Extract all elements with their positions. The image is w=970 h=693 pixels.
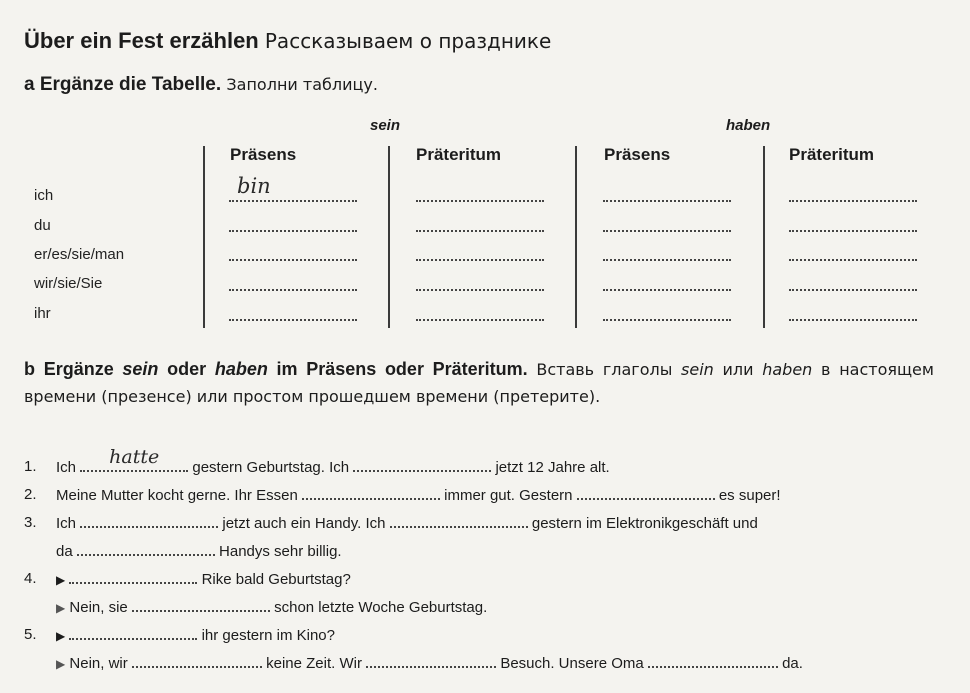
- answer-blank[interactable]: [603, 259, 731, 261]
- column-header-haben-praesens: Präsens: [604, 145, 671, 164]
- exercise-line: [56, 542, 342, 560]
- answer-blank[interactable]: [132, 654, 262, 668]
- section-b-letter: b: [24, 359, 35, 379]
- section-b-instruction-ru: Вставь глаголы: [536, 360, 673, 379]
- answer-blank[interactable]: [390, 514, 528, 528]
- column-header-sein-praesens: Präsens: [230, 145, 297, 164]
- answer-blank[interactable]: [229, 230, 357, 232]
- section-b-instruction-part: im Präsens oder Präteritum.: [276, 359, 528, 379]
- answer-blank[interactable]: [302, 486, 440, 500]
- handwritten-answer-hatte: hatte: [109, 446, 160, 468]
- section-b-instruction-ru: sein: [681, 360, 714, 379]
- answer-blank[interactable]: [416, 289, 544, 291]
- answer-blank[interactable]: [229, 259, 357, 261]
- column-header-sein-praeteritum: Präteritum: [416, 145, 502, 164]
- pronoun-wir-sie-Sie: wir/sie/Sie: [34, 275, 103, 292]
- exercise-text: Ich: [56, 459, 77, 476]
- handwritten-answer-bin: bin: [237, 174, 271, 198]
- exercise-text: jetzt 12 Jahre alt.: [495, 459, 610, 476]
- section-b-instruction-ru: haben: [762, 360, 813, 379]
- answer-blank[interactable]: [577, 486, 715, 500]
- exercise-text: Nein, wir: [69, 655, 128, 672]
- section-b-verb-sein: sein: [122, 359, 159, 379]
- title-russian: Рассказываем о празднике: [264, 29, 552, 53]
- exercise-text: jetzt auch ein Handy. Ich: [222, 515, 386, 532]
- exercise-text: Nein, sie: [69, 599, 128, 616]
- exercise-line: [56, 570, 351, 588]
- pronoun-er-es-sie-man: er/es/sie/man: [34, 246, 125, 263]
- answer-blank[interactable]: [789, 289, 917, 291]
- answer-blank[interactable]: [416, 230, 544, 232]
- title-german: Über ein Fest erzählen: [24, 28, 259, 53]
- exercise-line: [56, 626, 335, 644]
- section-b-instruction-ru: или: [722, 360, 754, 379]
- pronoun-du: du: [34, 217, 51, 234]
- section-b-verb-haben: haben: [214, 359, 268, 379]
- section-b-instruction-part: Ergänze: [43, 359, 114, 379]
- answer-blank[interactable]: [603, 319, 731, 321]
- exercise-text: ihr gestern im Kino?: [201, 627, 335, 644]
- table-divider: [575, 146, 577, 328]
- exercise-line: [56, 446, 610, 476]
- speaker-arrow-icon: ▶: [56, 657, 66, 671]
- exercise-number: 3.: [24, 514, 37, 531]
- answer-blank[interactable]: [603, 200, 731, 202]
- exercise-number: 2.: [24, 486, 37, 503]
- section-a-instruction-ru: Заполни таблицу.: [226, 75, 378, 94]
- answer-blank[interactable]: [69, 626, 197, 640]
- answer-blank[interactable]: [353, 458, 491, 472]
- exercise-text: gestern Geburtstag. Ich: [192, 459, 350, 476]
- exercise-text: Rike bald Geburtstag?: [201, 571, 351, 588]
- exercise-text: es super!: [718, 487, 781, 504]
- exercise-number: 5.: [24, 626, 37, 643]
- exercise-number: 4.: [24, 570, 37, 587]
- answer-blank[interactable]: [603, 289, 731, 291]
- table-divider: [203, 146, 205, 328]
- answer-blank[interactable]: [789, 230, 917, 232]
- answer-blank[interactable]: [69, 570, 197, 584]
- exercise-line: [56, 598, 487, 616]
- speaker-arrow-icon: ▶: [56, 601, 66, 615]
- answer-blank[interactable]: [416, 200, 544, 202]
- answer-blank[interactable]: [132, 598, 270, 612]
- exercise-line: [56, 486, 781, 504]
- exercise-text: Ich: [56, 515, 77, 532]
- exercise-text: gestern im Elektronikgeschäft und: [531, 515, 758, 532]
- answer-blank[interactable]: [229, 289, 357, 291]
- verb-header-haben: haben: [726, 117, 771, 134]
- exercise-text: Meine Mutter kocht gerne. Ihr Essen: [56, 487, 298, 504]
- answer-blank[interactable]: [789, 259, 917, 261]
- exercise-text: da: [56, 543, 73, 560]
- speaker-arrow-icon: ▶: [56, 573, 66, 587]
- exercise-text: immer gut. Gestern: [444, 487, 573, 504]
- answer-blank[interactable]: [77, 542, 215, 556]
- answer-blank[interactable]: [80, 446, 188, 472]
- exercise-text: keine Zeit. Wir: [266, 655, 362, 672]
- section-b-instruction-ru: в настоящем времени (презенсе) или простом прошедшем времени (претерите).: [24, 360, 934, 406]
- section-a-letter: a: [24, 74, 35, 95]
- exercise-line: [56, 514, 758, 532]
- answer-blank[interactable]: [80, 514, 218, 528]
- answer-blank[interactable]: [366, 654, 496, 668]
- section-a-heading: [24, 74, 378, 96]
- table-divider: [763, 146, 765, 328]
- answer-blank[interactable]: [603, 230, 731, 232]
- answer-blank[interactable]: [416, 259, 544, 261]
- exercise-number: 1.: [24, 458, 37, 475]
- exercise-text: schon letzte Woche Geburtstag.: [274, 599, 488, 616]
- section-b-instruction-part: oder: [167, 359, 207, 379]
- exercise-text: Handys sehr billig.: [219, 543, 342, 560]
- verb-header-sein: sein: [370, 117, 401, 134]
- exercise-line: [56, 654, 803, 672]
- pronoun-ich: ich: [34, 187, 54, 204]
- answer-blank[interactable]: [789, 319, 917, 321]
- section-a-instruction-de: Ergänze die Tabelle.: [39, 74, 222, 95]
- pronoun-ihr: ihr: [34, 305, 51, 322]
- exercise-text: da.: [782, 655, 803, 672]
- answer-blank[interactable]: [229, 319, 357, 321]
- exercise-text: Besuch. Unsere Oma: [500, 655, 644, 672]
- speaker-arrow-icon: ▶: [56, 629, 66, 643]
- section-b-heading: [24, 356, 934, 410]
- table-divider: [388, 146, 390, 328]
- answer-blank[interactable]: [648, 654, 778, 668]
- column-header-haben-praeteritum: Präteritum: [789, 145, 875, 164]
- answer-blank[interactable]: [229, 200, 357, 202]
- answer-blank[interactable]: [789, 200, 917, 202]
- answer-blank[interactable]: [416, 319, 544, 321]
- page-title: [24, 28, 551, 54]
